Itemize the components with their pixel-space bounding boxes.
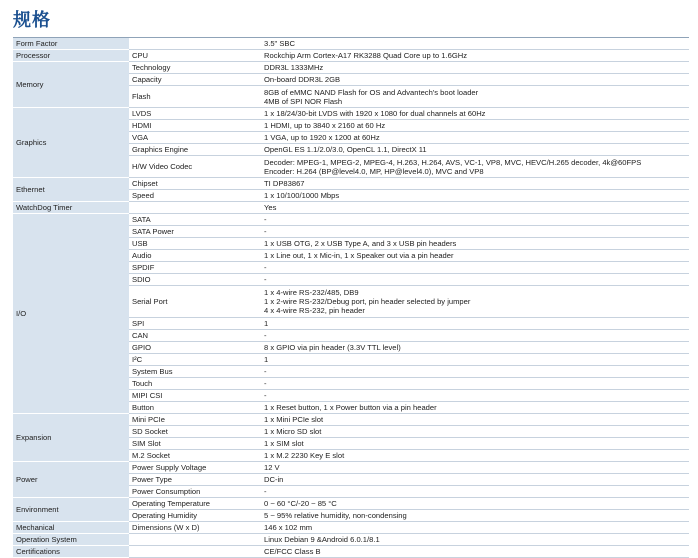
spec-label: I²C	[129, 354, 261, 366]
spec-category: Memory	[13, 62, 129, 108]
spec-label: M.2 Socket	[129, 450, 261, 462]
spec-value: Yes	[261, 202, 689, 214]
spec-label: VGA	[129, 132, 261, 144]
spec-row	[13, 534, 689, 546]
spec-value: 1 x Line out, 1 x Mic-in, 1 x Speaker out via a pin header	[261, 250, 689, 262]
spec-label: Technology	[129, 62, 261, 74]
spec-category: Mechanical	[13, 522, 129, 534]
spec-label: SPI	[129, 318, 261, 330]
spec-value: 1 x USB OTG, 2 x USB Type A, and 3 x USB pin headers	[261, 238, 689, 250]
spec-label: Touch	[129, 378, 261, 390]
spec-value: DDR3L 1333MHz	[261, 62, 689, 74]
spec-value: 1 HDMI, up to 3840 x 2160 at 60 Hz	[261, 120, 689, 132]
spec-row	[13, 202, 689, 214]
spec-row	[13, 214, 689, 226]
spec-category: Form Factor	[13, 38, 129, 50]
spec-value: Linux Debian 9 &Android 6.0.1/8.1	[261, 534, 689, 546]
spec-label: Graphics Engine	[129, 144, 261, 156]
spec-label: CAN	[129, 330, 261, 342]
spec-table	[13, 37, 689, 558]
spec-category: Ethernet	[13, 178, 129, 202]
spec-row	[13, 498, 689, 510]
spec-value: 1 x Reset button, 1 x Power button via a pin header	[261, 402, 689, 414]
spec-row	[13, 546, 689, 558]
spec-label: Power Type	[129, 474, 261, 486]
spec-category: WatchDog Timer	[13, 202, 129, 214]
spec-category: Expansion	[13, 414, 129, 462]
page-title: 规格	[13, 10, 51, 31]
spec-label: SD Socket	[129, 426, 261, 438]
spec-value: -	[261, 226, 689, 238]
spec-value: -	[261, 378, 689, 390]
spec-row	[13, 462, 689, 474]
spec-label: Operating Humidity	[129, 510, 261, 522]
spec-category: Power	[13, 462, 129, 498]
spec-value: OpenGL ES 1.1/2.0/3.0, OpenCL 1.1, DirectX 11	[261, 144, 689, 156]
spec-label: Capacity	[129, 74, 261, 86]
spec-row	[13, 62, 689, 74]
spec-label	[129, 38, 261, 50]
spec-value: CE/FCC Class B	[261, 546, 689, 558]
spec-label	[129, 534, 261, 546]
spec-value: Rockchip Arm Cortex-A17 RK3288 Quad Core up to 1.6GHz	[261, 50, 689, 62]
spec-value: -	[261, 214, 689, 226]
spec-value: Decoder: MPEG-1, MPEG-2, MPEG-4, H.263, H.264, AVS, VC-1, VP8, MVC, HEVC/H.265 decoder, 4k@60FPS Encoder: H.264 (BP@level4.0, MP, HP@level4.0), MVC and VP8	[261, 156, 689, 178]
spec-label: Speed	[129, 190, 261, 202]
spec-label: CPU	[129, 50, 261, 62]
spec-value: 1 x Micro SD slot	[261, 426, 689, 438]
spec-label: SATA Power	[129, 226, 261, 238]
spec-category: Certifications	[13, 546, 129, 558]
spec-row	[13, 38, 689, 50]
spec-label: Flash	[129, 86, 261, 108]
spec-label: USB	[129, 238, 261, 250]
spec-value: TI DP83867	[261, 178, 689, 190]
spec-value: 1 x SIM slot	[261, 438, 689, 450]
spec-label: H/W Video Codec	[129, 156, 261, 178]
spec-row	[13, 50, 689, 62]
spec-row	[13, 414, 689, 426]
spec-value: -	[261, 366, 689, 378]
spec-value: -	[261, 262, 689, 274]
spec-value: -	[261, 390, 689, 402]
spec-label: Power Consumption	[129, 486, 261, 498]
spec-value: -	[261, 274, 689, 286]
spec-label: Audio	[129, 250, 261, 262]
spec-label: Serial Port	[129, 286, 261, 318]
spec-category: Operation System	[13, 534, 129, 546]
spec-label: SDIO	[129, 274, 261, 286]
spec-label: MIPI CSI	[129, 390, 261, 402]
spec-value: -	[261, 486, 689, 498]
spec-value: -	[261, 330, 689, 342]
spec-category: I/O	[13, 214, 129, 414]
spec-label: SPDIF	[129, 262, 261, 274]
spec-value: 1	[261, 354, 689, 366]
spec-label: Power Supply Voltage	[129, 462, 261, 474]
spec-value: 8GB of eMMC NAND Flash for OS and Advantech's boot loader 4MB of SPI NOR Flash	[261, 86, 689, 108]
spec-label: LVDS	[129, 108, 261, 120]
spec-value: 1 x 10/100/1000 Mbps	[261, 190, 689, 202]
spec-value: 8 x GPIO via pin header (3.3V TTL level)	[261, 342, 689, 354]
spec-label: Button	[129, 402, 261, 414]
spec-value: 1 x M.2 2230 Key E slot	[261, 450, 689, 462]
spec-value: 1 x Mini PCIe slot	[261, 414, 689, 426]
spec-value: On-board DDR3L 2GB	[261, 74, 689, 86]
spec-label	[129, 202, 261, 214]
spec-value: DC-in	[261, 474, 689, 486]
spec-label: SIM Slot	[129, 438, 261, 450]
spec-label: Operating Temperature	[129, 498, 261, 510]
spec-label: HDMI	[129, 120, 261, 132]
spec-value: 1 x 18/24/30-bit LVDS with 1920 x 1080 for dual channels at 60Hz	[261, 108, 689, 120]
spec-value: 5 ~ 95% relative humidity, non-condensing	[261, 510, 689, 522]
spec-table-body	[13, 38, 689, 558]
spec-category: Processor	[13, 50, 129, 62]
spec-category: Graphics	[13, 108, 129, 178]
spec-value: 146 x 102 mm	[261, 522, 689, 534]
spec-row	[13, 178, 689, 190]
spec-value: 3.5" SBC	[261, 38, 689, 50]
spec-label: Chipset	[129, 178, 261, 190]
spec-label: SATA	[129, 214, 261, 226]
spec-value: 1	[261, 318, 689, 330]
spec-value: 1 x 4-wire RS-232/485, DB9 1 x 2-wire RS-232/Debug port, pin header selected by jumper 4 x 4-wire RS-232, pin header	[261, 286, 689, 318]
spec-category: Environment	[13, 498, 129, 522]
spec-label: Dimensions (W x D)	[129, 522, 261, 534]
spec-label	[129, 546, 261, 558]
spec-label: GPIO	[129, 342, 261, 354]
spec-label: Mini PCIe	[129, 414, 261, 426]
spec-value: 1 VGA, up to 1920 x 1200 at 60Hz	[261, 132, 689, 144]
spec-label: System Bus	[129, 366, 261, 378]
spec-value: 12 V	[261, 462, 689, 474]
spec-row	[13, 108, 689, 120]
spec-value: 0 ~ 60 °C/-20 ~ 85 °C	[261, 498, 689, 510]
